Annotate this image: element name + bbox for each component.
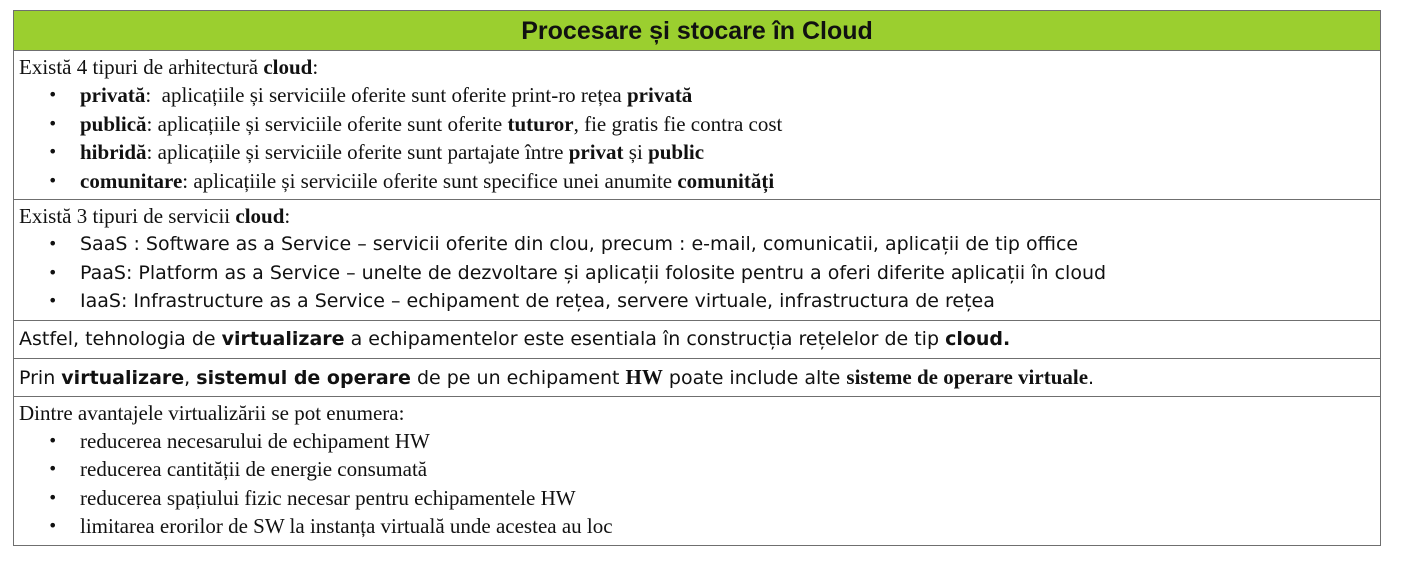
advantage-text: reducerea spațiului fizic necesar pentru echipamentele HW [80,485,576,510]
text: . [1088,366,1095,389]
text: Astfel, tehnologia de [19,327,222,350]
title-cell [14,11,1381,51]
text: aplicațiile și serviciile oferite sunt partajate între [157,140,569,164]
page-title: Procesare și stocare în Cloud [521,17,873,45]
advantages-list [14,427,1380,545]
bold-text: virtualizare [221,327,345,350]
list-item [14,512,1380,541]
bold-text: HW [625,364,663,389]
bullet-icon: • [48,430,58,450]
bullet-icon: • [48,142,58,161]
bold-text: sisteme de operare virtuale [846,364,1089,389]
virtualization-note [14,321,1380,358]
sep: : [145,83,162,107]
list-item [14,167,1380,196]
term: publică [80,111,147,136]
term: hibridă [80,140,147,164]
sep: : [146,140,158,164]
architectures-row [14,51,1381,200]
text: , fie gratis fie contra cost [573,111,783,136]
list-item [14,455,1380,484]
list-item [14,110,1380,139]
intro-colon: : [284,204,291,228]
list-item [14,138,1380,167]
text: aplicațiile și serviciile oferite sunt specifice unei anumite [193,168,678,193]
title-row [14,11,1381,51]
term: privată [80,83,146,107]
bullet-icon: • [48,459,58,478]
intro-bold: cloud [263,55,313,79]
sep: : [182,168,194,193]
list-item [14,287,1380,316]
bullet-icon: • [48,234,58,253]
service-iaas: IaaS: Infrastructure as a Service – echipament de rețea, servere virtuale, infrastructura de rețea [80,290,995,312]
bold-text: privată [626,83,693,107]
cloud-table [13,10,1381,546]
sep: : [146,111,158,136]
service-saas: SaaS : Software as a Service – servicii oferite din clou, precum : e-mail, comunicatii, aplicații de tip office [80,233,1079,255]
intro-text: Există 3 tipuri de servicii [19,204,236,228]
text: Prin [19,366,62,389]
text: de pe un echipament [410,366,626,389]
architectures-list [14,81,1380,199]
virtualization-os [14,359,1380,396]
bold-text: comunități [677,168,775,193]
bullet-icon: • [48,85,58,104]
intro-text: Există 4 tipuri de arhitectură [19,55,264,79]
text: poate include alte [662,366,847,389]
bold-text: cloud. [945,327,1011,350]
list-item [14,81,1380,110]
bullet-icon: • [48,170,58,190]
bullet-icon: • [48,487,58,507]
text: , [184,366,197,389]
intro-bold: cloud [235,204,285,228]
text: aplicațiile și serviciile oferite sunt oferite print-ro rețea [161,83,627,107]
bullet-icon: • [48,291,58,310]
service-paas: PaaS: Platform as a Service – unelte de dezvoltare și aplicații folosite pentru a oferi diferite aplicații în cloud [80,261,1107,284]
bold-text: privat [568,140,624,164]
bullet-icon: • [48,262,58,282]
virtualization-os-cell [14,358,1381,396]
virtualization-os-row [14,358,1381,396]
advantage-text: reducerea cantității de energie consumată [80,457,428,481]
virtualization-note-row [14,320,1381,358]
services-cell [14,200,1381,321]
advantages-row [14,396,1381,545]
services-list [14,230,1380,320]
bold-text: public [648,140,705,164]
advantages-cell [14,396,1381,545]
text: a echipamentelor este esentiala în construcția rețelelor de tip [344,327,946,350]
bold-text: virtualizare [61,366,185,389]
intro-colon: : [312,55,319,79]
list-item [14,230,1380,259]
bullet-icon: • [48,113,58,133]
list-item [14,259,1380,288]
text: și [623,140,649,164]
architectures-cell [14,51,1381,200]
bold-text: sistemul de operare [196,366,411,389]
advantages-intro: Dintre avantajele virtualizării se pot enumera: [19,400,405,425]
virtualization-note-cell [14,320,1381,358]
list-item [14,427,1380,456]
architectures-intro [14,51,1380,81]
term: comunitare [80,168,183,193]
list-item [14,484,1380,513]
services-row [14,200,1381,321]
bullet-icon: • [48,516,58,535]
services-intro [14,200,1380,230]
advantage-text: reducerea necesarului de echipament HW [80,428,430,453]
text: aplicațiile și serviciile oferite sunt oferite [157,111,508,136]
bold-text: tuturor [507,111,574,136]
advantage-text: limitarea erorilor de SW la instanța virtuală unde acestea au loc [80,514,613,538]
